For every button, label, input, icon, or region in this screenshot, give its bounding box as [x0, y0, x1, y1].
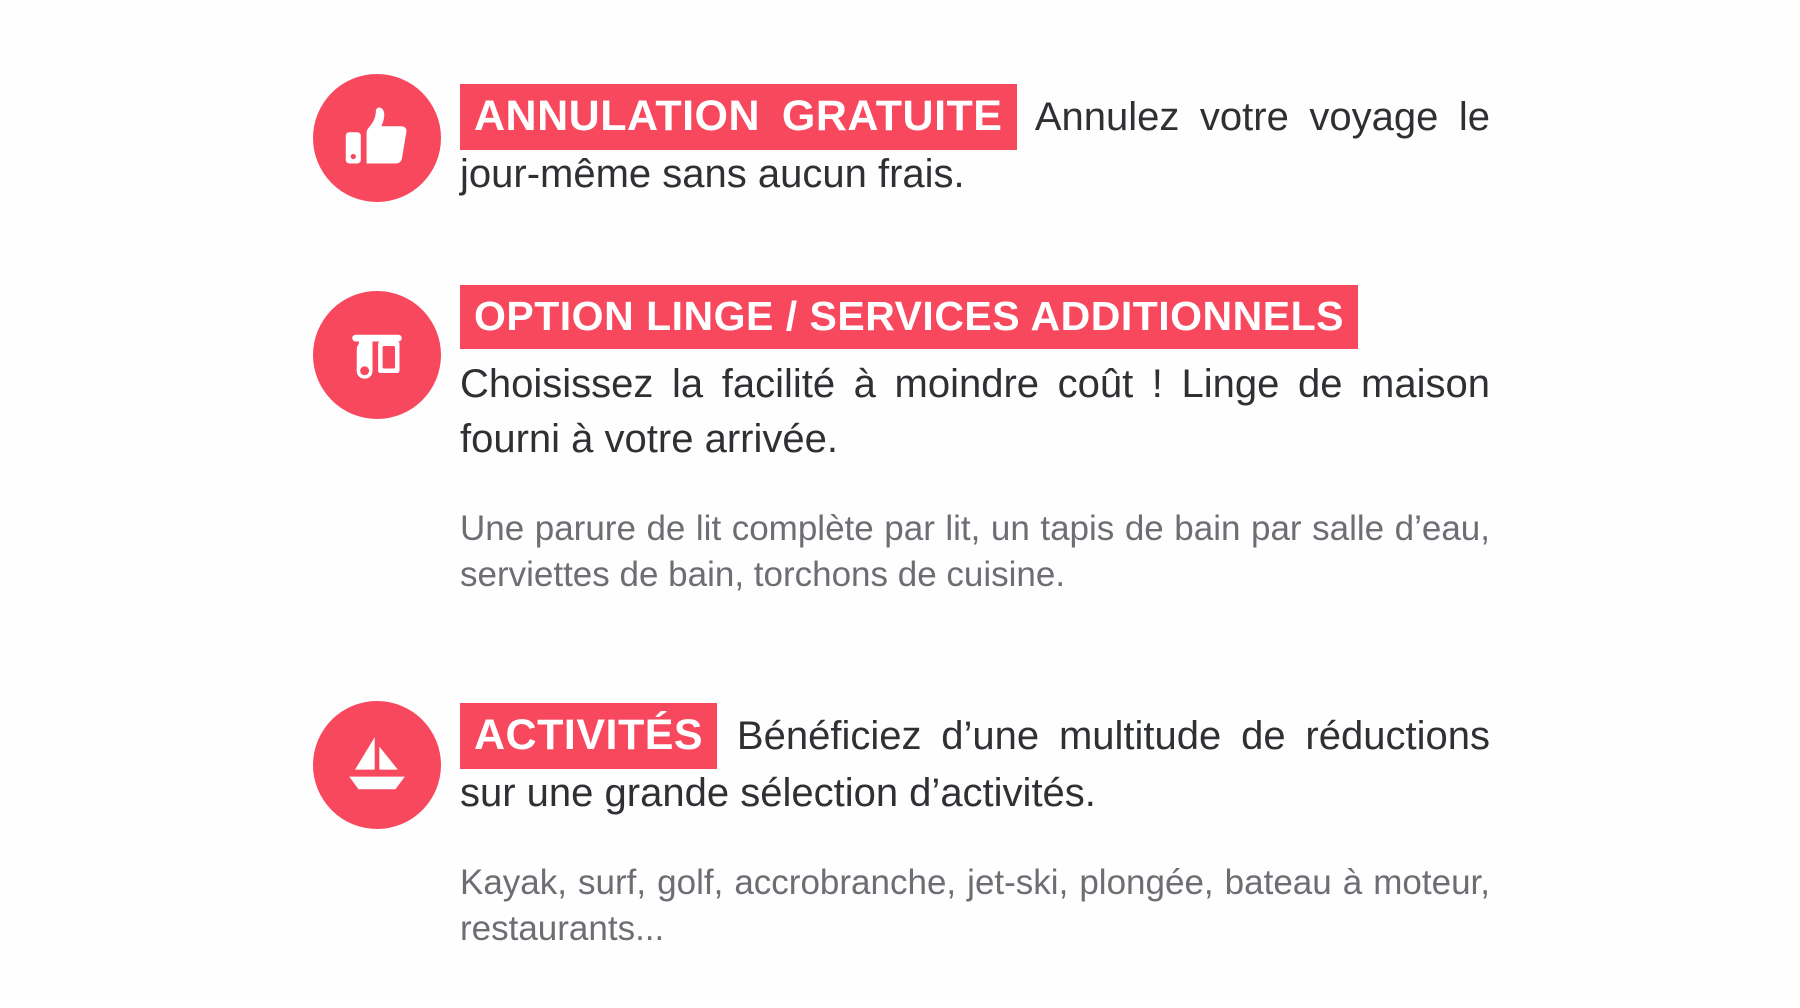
feature-lead-rest-activities: réductions sur une grande sélection d’activités.	[460, 713, 1490, 815]
feature-text-activities	[460, 705, 1490, 820]
sailboat-icon	[313, 701, 441, 829]
feature-item-cancellation	[0, 38, 1800, 201]
feature-sub-linen: Une parure de lit complète par lit, un tapis de bain par salle d’eau, serviettes de bain, torchons de cuisine.	[460, 509, 1490, 595]
thumbs-up-icon	[313, 74, 441, 202]
feature-item-activities	[0, 687, 1800, 953]
feature-lead-rest-cancellation: voyage le jour-même sans aucun frais.	[460, 95, 1491, 197]
feature-title-cancellation: ANNULATION GRATUITE	[460, 84, 1017, 150]
feature-lead-linen: Choisissez la facilité à moindre coût ! Linge de maison fourni à votre arrivée.	[460, 362, 1490, 461]
feature-item-linen	[0, 287, 1800, 598]
feature-title-row-linen	[460, 287, 1490, 349]
feature-title-linen: OPTION LINGE / SERVICES ADDITIONNELS	[460, 285, 1358, 349]
feature-text-cancellation	[460, 86, 1490, 201]
towel-rack-icon	[313, 291, 441, 419]
feature-title-activities: ACTIVITÉS	[460, 703, 717, 769]
feature-body-cancellation	[460, 38, 1490, 201]
feature-lead-start-cancellation: Annulez votre	[1034, 95, 1289, 139]
feature-sub-activities: Kayak, surf, golf, accrobranche, jet-ski, plongée, bateau à moteur, restaurants...	[460, 863, 1490, 949]
feature-body-activities	[460, 687, 1490, 953]
feature-body-linen	[460, 287, 1490, 598]
feature-lead-start-activities: Bénéficiez d’une multitude de	[736, 713, 1286, 758]
